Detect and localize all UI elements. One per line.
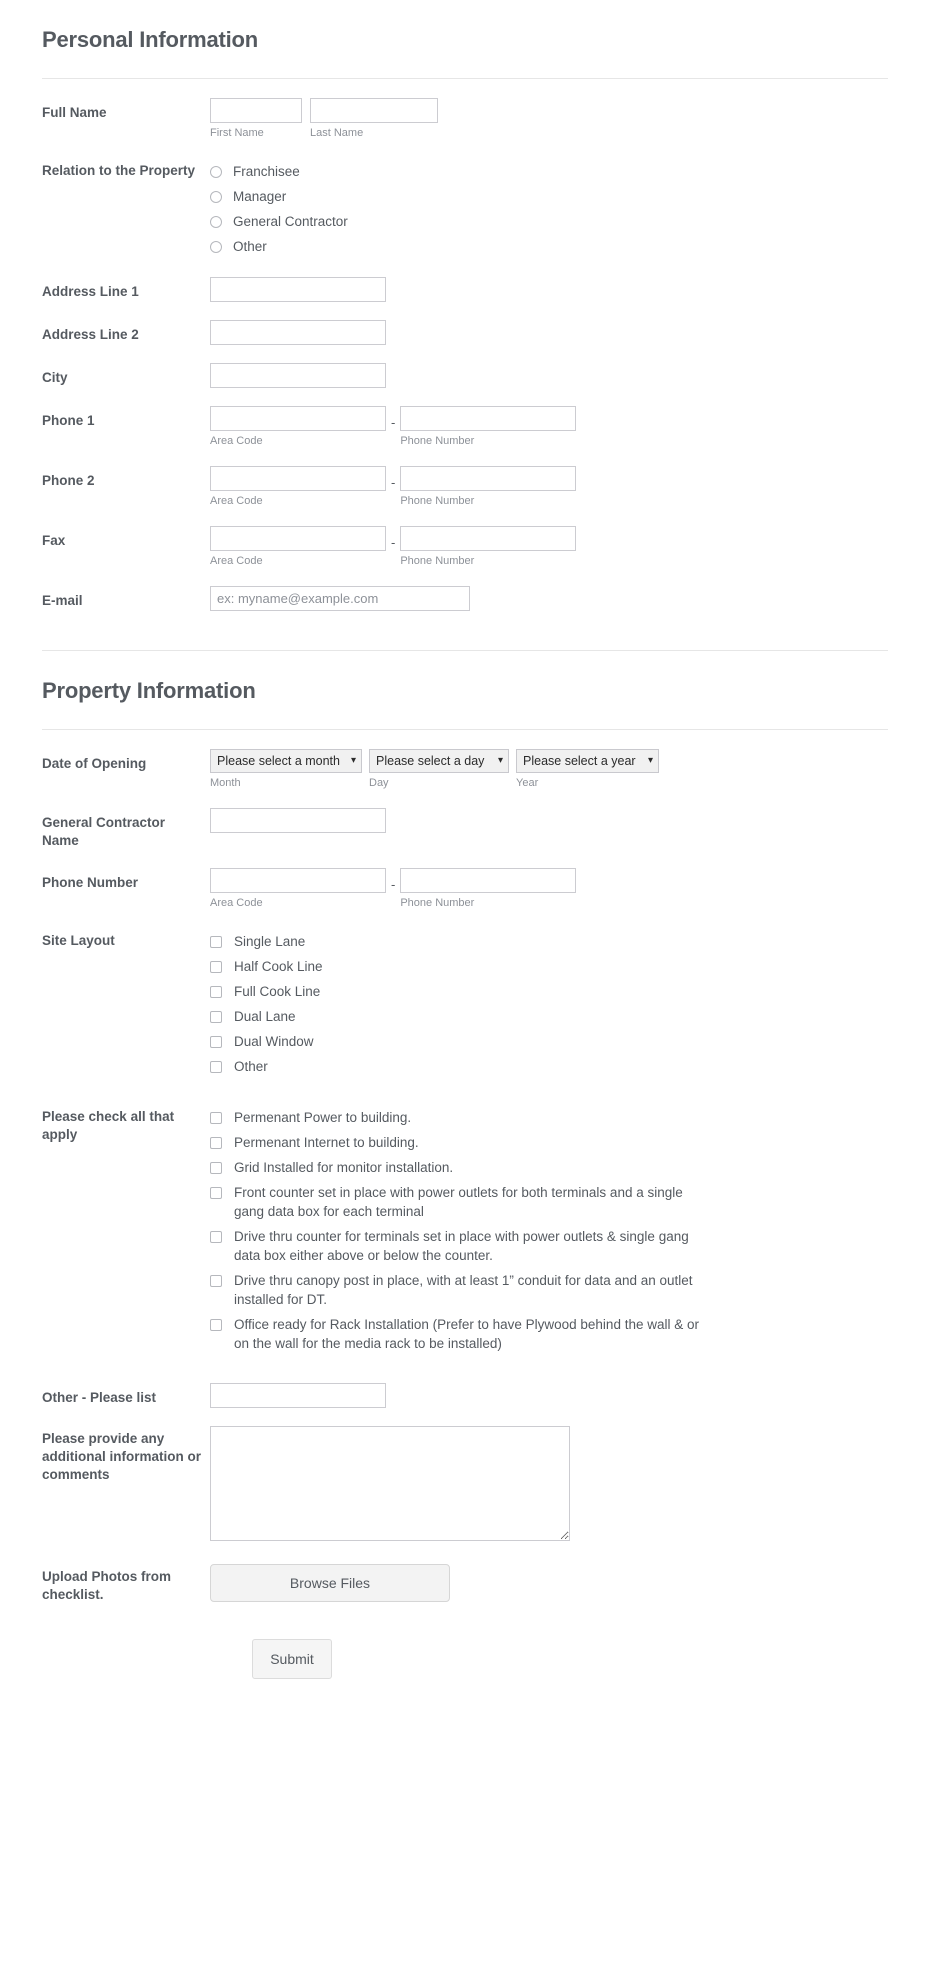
site-layout-checkbox-group <box>210 928 888 1079</box>
first-name-sublabel: First Name <box>210 127 264 139</box>
additional-comments-field <box>210 1426 888 1541</box>
chevron-down-icon: ▾ <box>497 755 503 766</box>
checkbox-option-single-lane[interactable] <box>210 929 888 954</box>
checkbox-label-grid-installed: Grid Installed for monitor installation. <box>234 1160 454 1175</box>
label-general-contractor-name: General Contractor Name <box>42 815 166 848</box>
field-row-address-line-1 <box>42 268 888 311</box>
section-personal-information <box>0 0 930 626</box>
checkbox-square-icon[interactable] <box>210 1319 222 1331</box>
field-row-additional-comments <box>42 1417 888 1550</box>
fax-area-code-input[interactable] <box>210 526 386 551</box>
checkbox-square-icon[interactable] <box>210 936 222 948</box>
label-other-please-list: Other - Please list <box>42 1390 157 1405</box>
property-phone-group <box>210 868 888 910</box>
phone-1-number-sublabel: Phone Number <box>400 435 475 447</box>
month-sublabel: Month <box>210 777 241 789</box>
address-line-1-field <box>210 277 888 302</box>
checkbox-label-dual-window: Dual Window <box>234 1034 314 1049</box>
field-row-fax <box>42 517 888 577</box>
phone-2-separator: - <box>391 475 396 490</box>
section-property-body <box>0 730 930 1715</box>
full-name-field-group <box>210 98 888 140</box>
fax-number-cell <box>400 526 576 568</box>
label-date-of-opening: Date of Opening <box>42 756 147 771</box>
radio-label-franchisee: Franchisee <box>233 164 300 179</box>
checkbox-label-site-layout-other: Other <box>234 1059 268 1074</box>
browse-files-button[interactable]: Browse Files <box>210 1564 450 1602</box>
fax-number-input[interactable] <box>400 526 576 551</box>
field-row-full-name <box>42 89 888 149</box>
phone-1-field-group <box>210 406 888 448</box>
radio-label-manager: Manager <box>233 189 287 204</box>
checkbox-option-grid-installed[interactable] <box>210 1155 888 1180</box>
label-site-layout: Site Layout <box>42 933 115 948</box>
checkbox-option-drive-thru-canopy[interactable] <box>210 1268 888 1312</box>
year-sublabel: Year <box>516 777 539 789</box>
checkbox-square-icon[interactable] <box>210 1231 222 1243</box>
upload-photos-field <box>210 1564 888 1602</box>
label-check-all-that-apply: Please check all that apply <box>42 1109 175 1142</box>
field-row-date-of-opening <box>42 740 888 799</box>
checkbox-label-office-rack-installation: Office ready for Rack Installation (Prefer to have Plywood behind the wall & or on the wall for the media rack to be installed) <box>234 1317 699 1351</box>
section-title-personal: Personal Information <box>42 27 259 52</box>
chevron-down-icon: ▾ <box>350 755 356 766</box>
chevron-down-icon: ▾ <box>647 755 653 766</box>
checkbox-label-permanent-power: Permenant Power to building. <box>234 1110 412 1125</box>
checkbox-square-icon[interactable] <box>210 1187 222 1199</box>
phone-1-number-input[interactable] <box>400 406 576 431</box>
month-select-cell <box>210 749 362 790</box>
section-property-header <box>0 651 930 705</box>
label-full-name: Full Name <box>42 105 107 120</box>
field-row-upload-photos <box>42 1550 888 1613</box>
checkbox-option-office-rack-installation[interactable] <box>210 1312 888 1356</box>
label-relation-to-property: Relation to the Property <box>42 163 196 178</box>
address-line-2-field <box>210 320 888 345</box>
label-additional-comments: Please provide any additional information or comments <box>42 1431 201 1482</box>
property-phone-area-code-input[interactable] <box>210 868 386 893</box>
field-row-property-phone-number <box>42 859 888 919</box>
checkbox-label-full-cook-line: Full Cook Line <box>234 984 321 999</box>
date-of-opening-group <box>210 749 888 790</box>
address-line-1-input[interactable] <box>210 277 386 302</box>
label-upload-photos: Upload Photos from checklist. <box>42 1569 171 1602</box>
checkbox-square-icon[interactable] <box>210 1011 222 1023</box>
additional-comments-textarea[interactable] <box>210 1426 570 1541</box>
property-phone-area-cell <box>210 868 386 910</box>
first-name-cell <box>210 98 302 140</box>
field-row-phone-2 <box>42 457 888 517</box>
checkbox-option-dual-window[interactable] <box>210 1029 888 1054</box>
property-phone-number-cell <box>400 868 576 910</box>
checkbox-label-single-lane: Single Lane <box>234 934 306 949</box>
section-personal-header <box>0 0 930 54</box>
property-phone-number-input[interactable] <box>400 868 576 893</box>
field-row-check-all-that-apply <box>42 1088 888 1365</box>
fax-number-sublabel: Phone Number <box>400 555 475 567</box>
checkbox-square-icon[interactable] <box>210 1112 222 1124</box>
checkbox-square-icon[interactable] <box>210 1137 222 1149</box>
checkbox-label-dual-lane: Dual Lane <box>234 1009 296 1024</box>
field-row-email <box>42 577 888 620</box>
checkbox-label-front-counter: Front counter set in place with power outlets for both terminals and a single gang data box for each terminal <box>234 1185 683 1219</box>
field-row-city <box>42 354 888 397</box>
checkbox-option-front-counter[interactable] <box>210 1180 888 1224</box>
radio-circle-icon[interactable] <box>210 191 222 203</box>
label-phone-1: Phone 1 <box>42 413 95 428</box>
other-please-list-input[interactable] <box>210 1383 386 1408</box>
label-fax: Fax <box>42 533 66 548</box>
address-line-2-input[interactable] <box>210 320 386 345</box>
label-address-line-2: Address Line 2 <box>42 327 139 342</box>
fax-field-group <box>210 526 888 568</box>
section-property-information <box>0 650 930 1715</box>
fax-area-cell <box>210 526 386 568</box>
last-name-cell <box>310 98 438 140</box>
property-phone-separator: - <box>391 877 396 892</box>
general-contractor-name-input[interactable] <box>210 808 386 833</box>
fax-area-sublabel: Area Code <box>210 555 263 567</box>
city-input[interactable] <box>210 363 386 388</box>
field-row-phone-1 <box>42 397 888 457</box>
checkbox-label-drive-thru-canopy: Drive thru canopy post in place, with at least 1” conduit for data and an outlet installed for DT. <box>234 1273 693 1307</box>
year-select[interactable] <box>516 749 659 773</box>
field-row-site-layout <box>42 919 888 1088</box>
section-personal-body <box>0 79 930 626</box>
submit-row <box>42 1613 888 1709</box>
phone-2-number-sublabel: Phone Number <box>400 495 475 507</box>
radio-option-manager[interactable] <box>210 184 888 209</box>
field-row-general-contractor-name <box>42 799 888 859</box>
checkbox-option-half-cook-line[interactable] <box>210 954 888 979</box>
month-select[interactable] <box>210 749 362 773</box>
label-phone-2: Phone 2 <box>42 473 95 488</box>
radio-label-general-contractor: General Contractor <box>233 214 348 229</box>
submit-button[interactable]: Submit <box>252 1639 332 1679</box>
radio-circle-icon[interactable] <box>210 216 222 228</box>
label-email: E-mail <box>42 593 83 608</box>
checkbox-option-drive-thru-counter[interactable] <box>210 1224 888 1268</box>
phone-2-area-cell <box>210 466 386 508</box>
radio-option-franchisee[interactable] <box>210 159 888 184</box>
other-please-list-field <box>210 1383 888 1408</box>
field-row-relation-to-property <box>42 149 888 268</box>
day-select[interactable] <box>369 749 509 773</box>
checkbox-option-permanent-internet[interactable] <box>210 1130 888 1155</box>
label-city: City <box>42 370 68 385</box>
checkbox-square-icon[interactable] <box>210 1275 222 1287</box>
relation-radio-group <box>210 158 888 259</box>
property-phone-number-sublabel: Phone Number <box>400 897 475 909</box>
checkbox-square-icon[interactable] <box>210 961 222 973</box>
day-select-cell <box>369 749 509 790</box>
city-field <box>210 363 888 388</box>
checkbox-square-icon[interactable] <box>210 1061 222 1073</box>
field-row-address-line-2 <box>42 311 888 354</box>
property-phone-area-sublabel: Area Code <box>210 897 263 909</box>
phone-1-separator: - <box>391 415 396 430</box>
phone-2-number-input[interactable] <box>400 466 576 491</box>
checkbox-square-icon[interactable] <box>210 1036 222 1048</box>
email-input[interactable] <box>210 586 470 611</box>
phone-1-number-cell <box>400 406 576 448</box>
checkbox-option-permanent-power[interactable] <box>210 1105 888 1130</box>
radio-option-other[interactable] <box>210 234 888 259</box>
section-title-property: Property Information <box>42 678 256 703</box>
phone-1-area-sublabel: Area Code <box>210 435 263 447</box>
checkbox-option-full-cook-line[interactable] <box>210 979 888 1004</box>
check-all-checkbox-group <box>210 1104 888 1356</box>
phone-1-area-cell <box>210 406 386 448</box>
label-property-phone-number: Phone Number <box>42 875 139 890</box>
phone-2-number-cell <box>400 466 576 508</box>
radio-option-general-contractor[interactable] <box>210 209 888 234</box>
email-field <box>210 586 888 611</box>
first-name-input[interactable] <box>210 98 302 123</box>
radio-circle-icon[interactable] <box>210 166 222 178</box>
radio-circle-icon[interactable] <box>210 241 222 253</box>
checkbox-option-site-layout-other[interactable] <box>210 1054 888 1079</box>
fax-separator: - <box>391 535 396 550</box>
phone-2-area-sublabel: Area Code <box>210 495 263 507</box>
phone-2-field-group <box>210 466 888 508</box>
last-name-input[interactable] <box>310 98 438 123</box>
checkbox-label-permanent-internet: Permenant Internet to building. <box>234 1135 419 1150</box>
radio-label-other: Other <box>233 239 267 254</box>
general-contractor-name-field <box>210 808 888 833</box>
checkbox-label-drive-thru-counter: Drive thru counter for terminals set in place with power outlets & single gang data box either above or below the counter. <box>234 1229 689 1263</box>
checkbox-label-half-cook-line: Half Cook Line <box>234 959 323 974</box>
last-name-sublabel: Last Name <box>310 127 364 139</box>
day-sublabel: Day <box>369 777 389 789</box>
checkbox-square-icon[interactable] <box>210 1162 222 1174</box>
phone-2-area-code-input[interactable] <box>210 466 386 491</box>
year-select-cell <box>516 749 659 790</box>
label-address-line-1: Address Line 1 <box>42 284 139 299</box>
field-row-other-please-list <box>42 1365 888 1417</box>
phone-1-area-code-input[interactable] <box>210 406 386 431</box>
checkbox-option-dual-lane[interactable] <box>210 1004 888 1029</box>
checkbox-square-icon[interactable] <box>210 986 222 998</box>
